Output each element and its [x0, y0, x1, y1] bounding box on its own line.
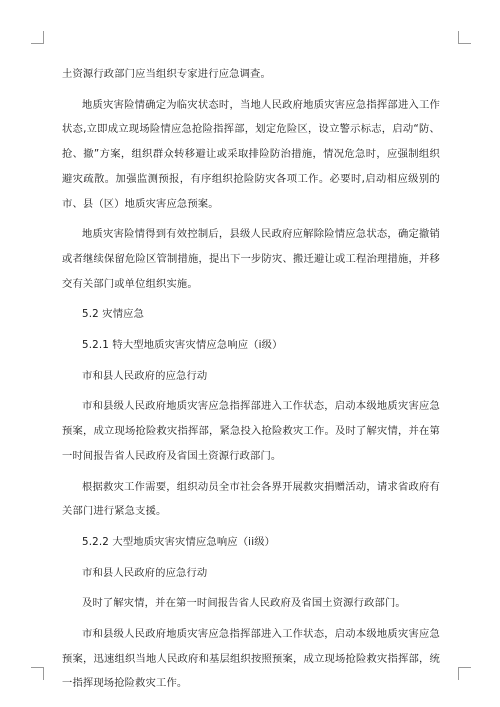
paragraph-imminent-disaster: 地质灾害险情确定为临灾状态时，当地人民政府地质灾害应急指挥部进入工作状态,立即成立现场险情应急抢险指挥部，划定危险区，设立警示标志，启动“防、抢、撤”方案，组织群众转移避让或采取排险防治措施，情况危急时，应强制组织避灾疏散。加强监测预报，有序组织抢险防灾各项工作。必要时,启动相应级别的市、县（区）地质灾害应急预案。	[62, 98, 440, 210]
paragraph-continuation: 土资源行政部门应当组织专家进行应急调查。	[62, 68, 271, 80]
paragraph-donation-mobilization: 根据救灾工作需要，组织动员全市社会各界开展救灾捐赠活动，请求省政府有关部门进行紧急支援。	[62, 480, 440, 518]
crop-mark-top-right	[458, 31, 471, 44]
crop-mark-bottom-right	[458, 667, 471, 680]
page-body	[62, 62, 440, 696]
paragraph-report-disaster: 及时了解灾情，并在第一时间报告省人民政府及省国土资源行政部门。	[82, 597, 406, 610]
crop-mark-top-left	[31, 31, 44, 44]
paragraph-level-i-response: 市和县级人民政府地质灾害应急指挥部进入工作状态，启动本级地质灾害应急预案，成立现场抢险救灾指挥部，紧急投入抢险救灾工作。及时了解灾情，并在第一时间报告省人民政府及省国土资源行政部门。	[62, 400, 440, 462]
subheading-city-county-action-1: 市和县人民政府的应急行动	[82, 369, 208, 382]
section-heading-5-2-1: 5.2.1 特大型地质灾害灾情应急响应（i级）	[82, 339, 283, 352]
paragraph-hazard-controlled: 地质灾害险情得到有效控制后，县级人民政府应解除险情应急状态，确定撤销或者继续保留危险区管制措施，提出下一步防灾、搬迁避让或工程治理措施，并移交有关部门或单位组织实施。	[62, 228, 440, 290]
section-heading-5-2-2: 5.2.2 大型地质灾害灾情应急响应（ii级）	[82, 535, 276, 548]
subheading-city-county-action-2: 市和县人民政府的应急行动	[82, 566, 208, 579]
section-heading-5-2: 5.2 灾情应急	[82, 308, 145, 321]
crop-mark-bottom-left	[31, 667, 44, 680]
paragraph-level-ii-response: 市和县级人民政府地质灾害应急指挥部进入工作状态，启动本级地质灾害应急预案，迅速组织当地人民政府和基层组织按照预案，成立现场抢险救灾指挥部，统一指挥现场抢险救灾工作。	[62, 628, 440, 690]
